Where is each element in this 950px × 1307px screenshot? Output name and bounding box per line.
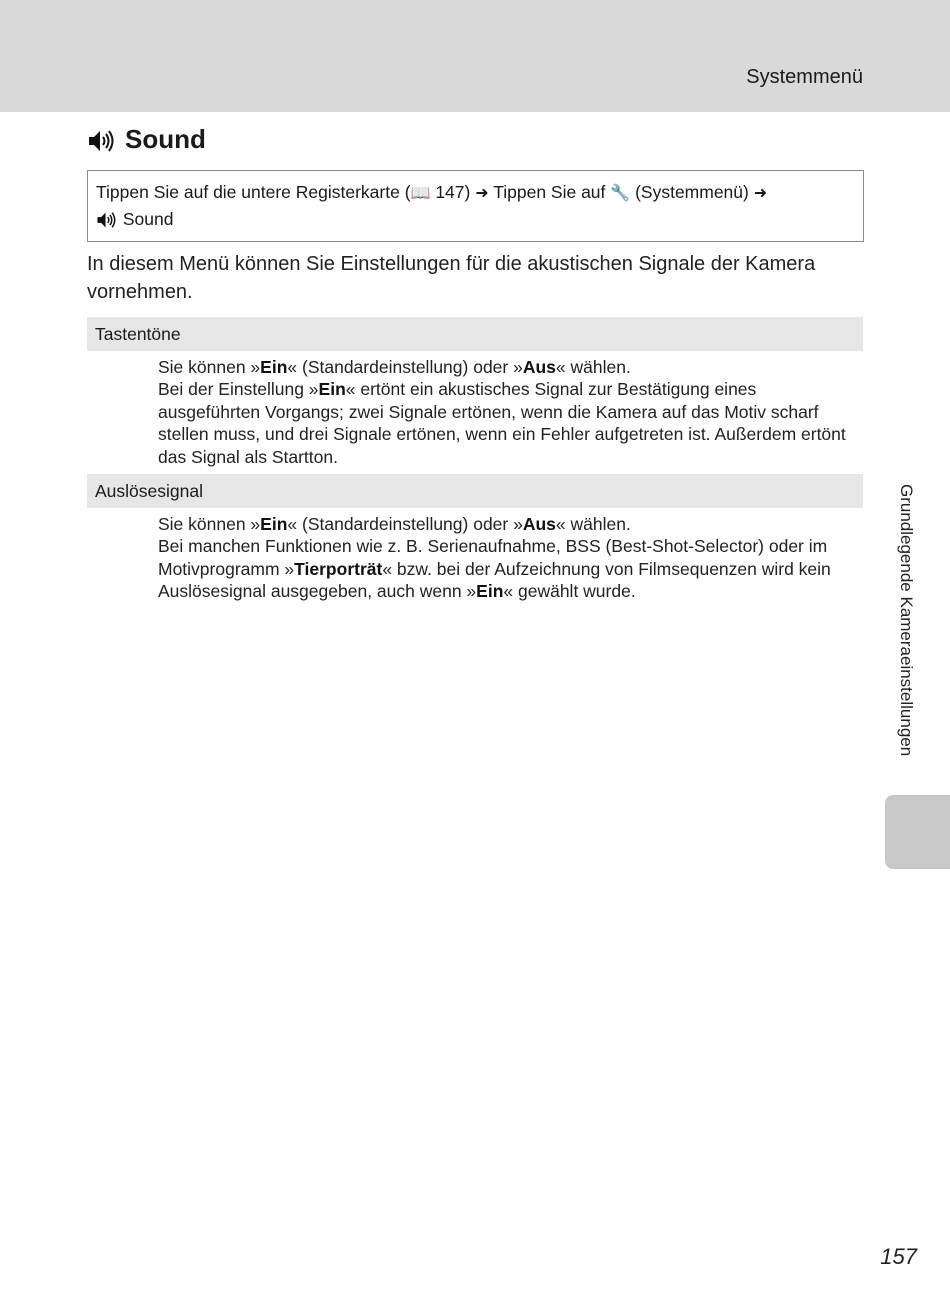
- option-value-on: Ein: [476, 581, 504, 602]
- chapter-side-label: Grundlegende Kameraeinstellungen: [897, 484, 916, 757]
- setting-detail-line: [158, 535, 858, 602]
- setting-option-line: [158, 356, 858, 378]
- arrow-right-icon: ➜: [475, 183, 489, 202]
- navigation-line-1: [96, 179, 855, 206]
- nav-text-part3: Tippen Sie auf: [493, 182, 606, 202]
- option-value-scene: Tierporträt: [294, 558, 383, 579]
- setting-header-ausloesesignal: Auslösesignal: [87, 474, 863, 508]
- nav-text-part2: ): [464, 182, 471, 202]
- section-title: Sound: [125, 124, 206, 154]
- text-run: « wählen.: [555, 514, 631, 534]
- navigation-line-2: [96, 206, 855, 232]
- header-title: Systemmenü: [746, 66, 863, 88]
- option-value-off: Aus: [522, 357, 556, 377]
- nav-page-ref[interactable]: 147: [435, 182, 465, 202]
- text-run: « bzw. bei der Aufzeichnung von Filmsequenzen wird kein Auslösesignal ausgegeben, auch wenn »: [158, 558, 831, 602]
- section-heading: [87, 124, 206, 155]
- page-header-band: [0, 0, 950, 112]
- text-run: « ertönt ein akustisches Signal zur Bestätigung eines ausgeführten Vorgangs; zwei Signale ertönen, wenn die Kamera auf das Motiv scharf stellen muss, und drei Signale ertönen, wenn ein Fehler aufgetreten ist. Außerdem ertönt das Signal als Startton.: [158, 379, 846, 467]
- setting-description-ausloesesignal: [158, 513, 858, 603]
- navigation-path-box: [87, 170, 864, 242]
- text-run: « wählen.: [555, 357, 631, 377]
- arrow-right-icon: ➜: [753, 183, 768, 202]
- nav-text-part4: (Systemmenü): [635, 182, 749, 202]
- text-run: « (Standardeinstellung) oder »: [287, 357, 523, 377]
- setting-detail-line: [158, 378, 858, 468]
- setting-description-tastentoene: [158, 356, 858, 468]
- speaker-icon: [87, 124, 117, 155]
- speaker-icon: [96, 209, 123, 229]
- text-run: Bei manchen Funktionen wie z. B. Serienaufnahme, BSS (Best-Shot-Selector) oder im Motivprogramm »: [158, 536, 828, 579]
- text-run: Bei der Einstellung »: [158, 379, 319, 400]
- intro-paragraph: In diesem Menü können Sie Einstellungen für die akustischen Signale der Kamera vornehmen.: [87, 253, 816, 303]
- option-value-off: Aus: [522, 514, 556, 534]
- page-number: 157: [880, 1244, 917, 1269]
- text-run: Sie können »: [158, 357, 261, 377]
- option-value-on: Ein: [318, 379, 346, 400]
- text-run: « gewählt wurde.: [503, 581, 636, 602]
- setting-header-tastentoene: Tastentöne: [87, 317, 863, 351]
- nav-final-label: Sound: [122, 209, 174, 229]
- book-icon: 📖: [410, 183, 431, 202]
- text-run: Sie können »: [158, 514, 261, 534]
- setting-option-line: [158, 513, 858, 535]
- chapter-thumb-tab: [885, 795, 950, 869]
- text-run: « (Standardeinstellung) oder »: [287, 514, 523, 534]
- option-value-on: Ein: [260, 514, 288, 534]
- option-value-on: Ein: [260, 357, 288, 377]
- wrench-icon: 🔧: [610, 183, 631, 202]
- nav-text-part1: Tippen Sie auf die untere Registerkarte (: [96, 182, 411, 202]
